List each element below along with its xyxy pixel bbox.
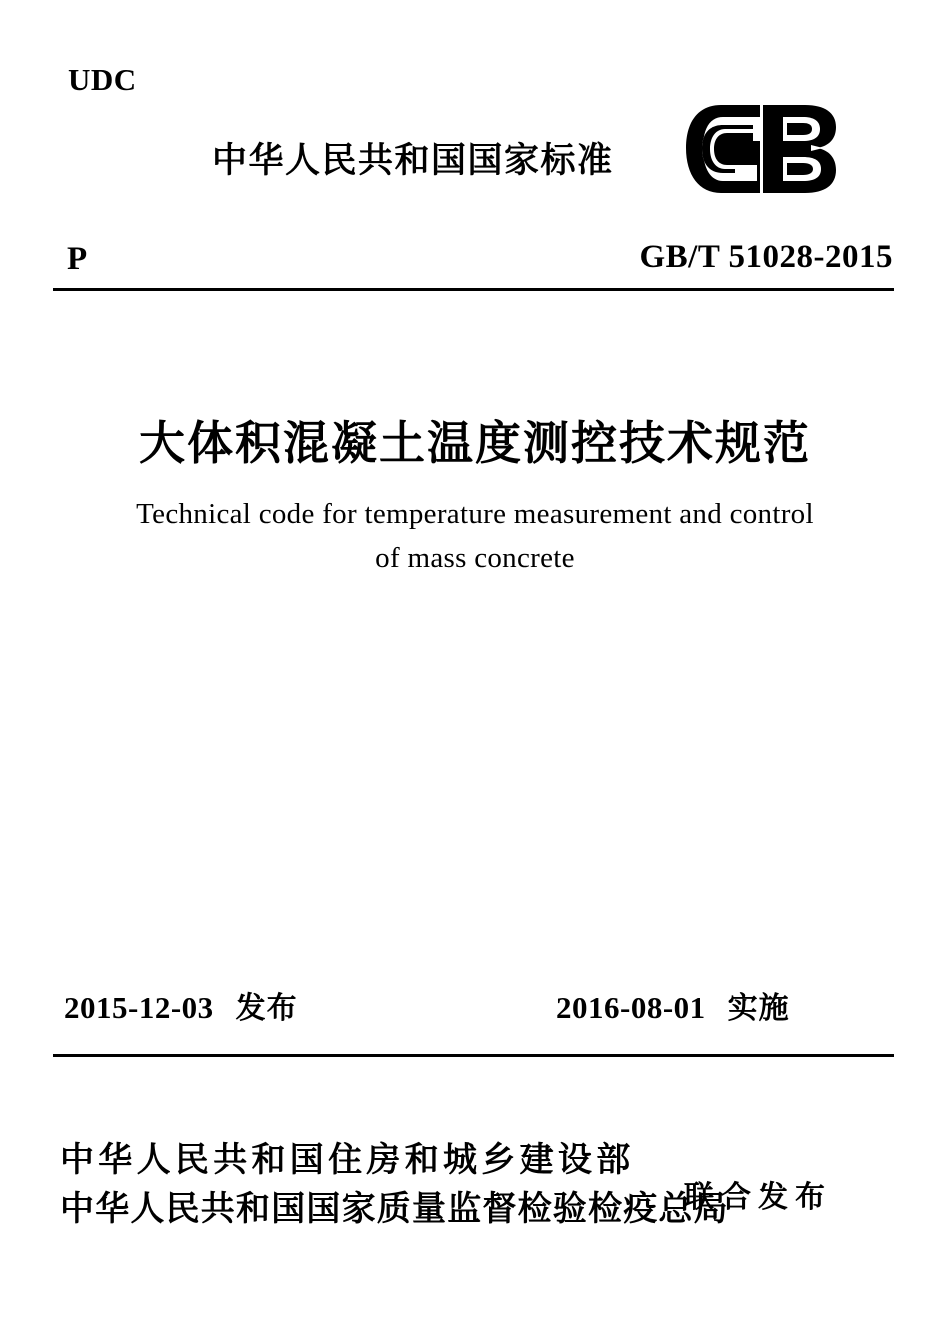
divider-bottom [53, 1054, 894, 1057]
issuer-aqsiq: 中华人民共和国国家质量监督检验检疫总局 [60, 1189, 729, 1230]
issuing-authorities [0, 1136, 950, 1256]
udc-label: UDC [68, 62, 137, 97]
standard-number: GB/T 51028-2015 [639, 239, 893, 275]
title-block [0, 416, 950, 580]
issue-action-label: 发布 [235, 991, 298, 1026]
issuer-name-block [60, 1136, 729, 1235]
title-english-line-1: Technical code for temperature measurement and control [136, 498, 814, 531]
effective-date: 2016-08-01 [556, 990, 706, 1025]
joint-issue-note: 联合发布 [684, 1180, 832, 1215]
title-english-line-2: of mass concrete [375, 542, 575, 575]
issue-date-group [64, 992, 298, 1024]
divider-top [53, 288, 894, 291]
publication-dates [0, 992, 950, 1036]
title-english [0, 492, 950, 580]
effective-date-group [556, 992, 790, 1024]
national-standard-header: 中华人民共和国国家标准 [212, 141, 614, 181]
title-chinese: 大体积混凝土温度测控技术规范 [139, 416, 811, 470]
issuer-ministry-of-housing: 中华人民共和国住房和城乡建设部 [60, 1140, 635, 1180]
issue-date: 2015-12-03 [64, 990, 214, 1025]
gb-emblem-icon [683, 103, 839, 195]
effective-action-label: 实施 [727, 991, 790, 1026]
classification-letter: P [67, 241, 88, 277]
